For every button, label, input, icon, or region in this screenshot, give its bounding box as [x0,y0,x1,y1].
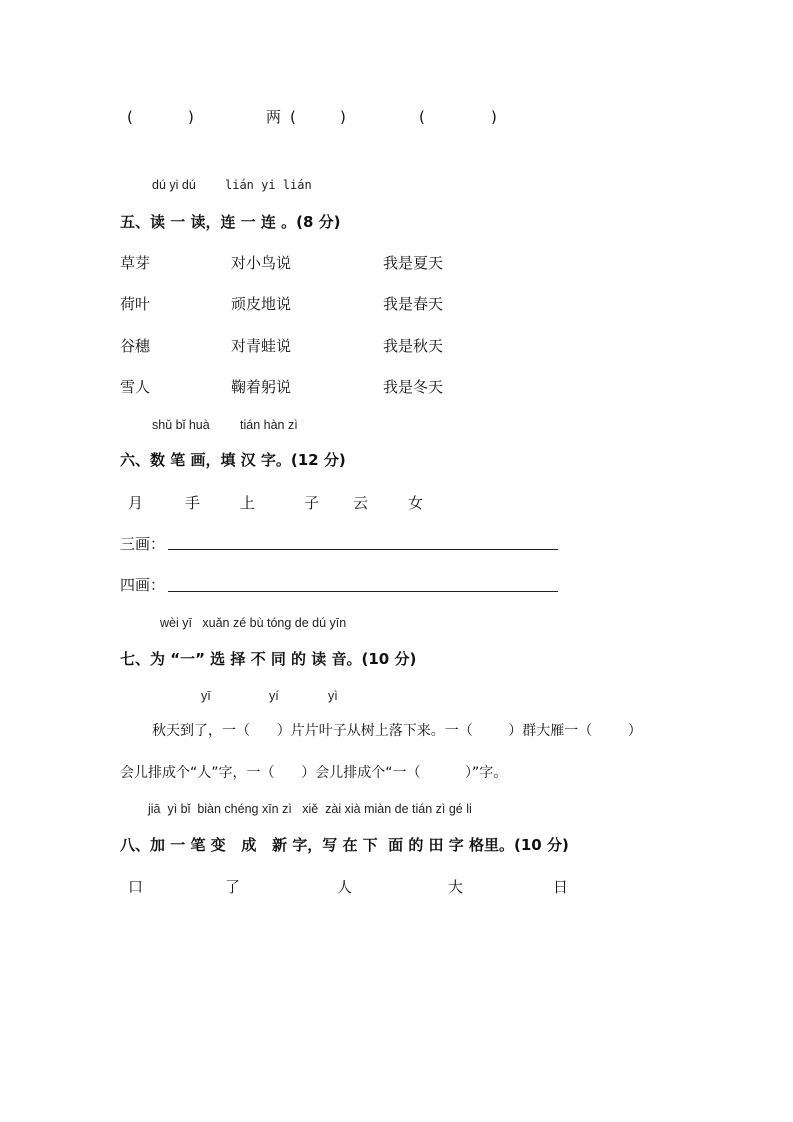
char-shou: 手 [185,494,201,512]
item-wo-shi-dongtian: 我是冬天 [383,378,444,396]
pinyin-du-yi-du: dú yi dú [152,178,196,192]
pinyin-section-8: jiā yì bǐ biàn chéng xīn zì xiě zài xià miàn de tián zì gé li [148,802,472,816]
pinyin-tian-han-zi: tián hàn zì [240,418,298,432]
char-liang: 两 [266,108,282,126]
sentence-line-2: 会儿排成个“人”字，一（ ）会儿排成个“一（ ）”字。 [120,765,508,781]
char-ren: 人 [337,878,353,896]
char-da: 大 [448,878,464,896]
item-wo-shi-xiatian: 我是夏天 [383,254,444,272]
char-zi: 子 [304,494,320,512]
item-gusui: 谷穗 [120,337,151,355]
item-wo-shi-qiutian: 我是秋天 [383,337,444,355]
section-8-title: 八、加 一 笔 变 成 新 字，写 在 下 面 的 田 字 格里。(10 分) [120,836,569,854]
char-kou: 口 [128,878,144,896]
reading-yi2: yí [269,689,279,703]
reading-yi1: yī [201,689,211,703]
item-caoya: 草芽 [120,254,151,272]
label-four-strokes: 四画： [120,576,166,594]
char-shang: 上 [240,494,256,512]
pinyin-shu-bi-hua: shǔ bǐ huà [152,418,210,432]
blank-paren-close-2: ) [340,108,346,126]
blank-paren-close-1: ) [188,108,194,126]
pinyin-section-7: wèi yī xuǎn zé bù tóng de dú yīn [160,616,347,630]
item-xueren: 雪人 [120,378,151,396]
section-7-title: 七、为 “一” 选 择 不 同 的 读 音。(10 分) [120,650,417,668]
item-wo-shi-chuntian: 我是春天 [383,295,444,313]
item-heye: 荷叶 [120,295,151,313]
blank-paren-close-3: ) [491,108,497,126]
char-ri: 日 [553,878,569,896]
char-le: 了 [225,878,241,896]
reading-yi4: yì [328,689,338,703]
item-dui-xiaoniao-shuo: 对小鸟说 [231,254,292,272]
blank-paren-open-2: ( [290,108,296,126]
pinyin-lian-yi-lian: lián yi lián [225,178,312,192]
answer-line-four-strokes[interactable] [168,591,558,592]
section-6-title: 六、数 笔 画，填 汉 字。(12 分) [120,451,346,469]
item-ju-zhe-gong-shuo: 鞠着躬说 [231,378,292,396]
item-wanpi-de-shuo: 顽皮地说 [231,295,292,313]
answer-line-three-strokes[interactable] [168,549,558,550]
char-yue: 月 [128,494,144,512]
char-yun: 云 [353,494,369,512]
item-dui-qingwa-shuo: 对青蛙说 [231,337,292,355]
blank-paren-open-1: ( [127,108,133,126]
sentence-line-1: 秋天到了，一（ ）片片叶子从树上落下来。一（ ）群大雁一（ ） [152,723,642,739]
section-5-title: 五、读 一 读，连 一 连 。(8 分) [120,213,341,231]
label-three-strokes: 三画： [120,535,166,553]
char-nv: 女 [408,494,424,512]
blank-paren-open-3: ( [419,108,425,126]
